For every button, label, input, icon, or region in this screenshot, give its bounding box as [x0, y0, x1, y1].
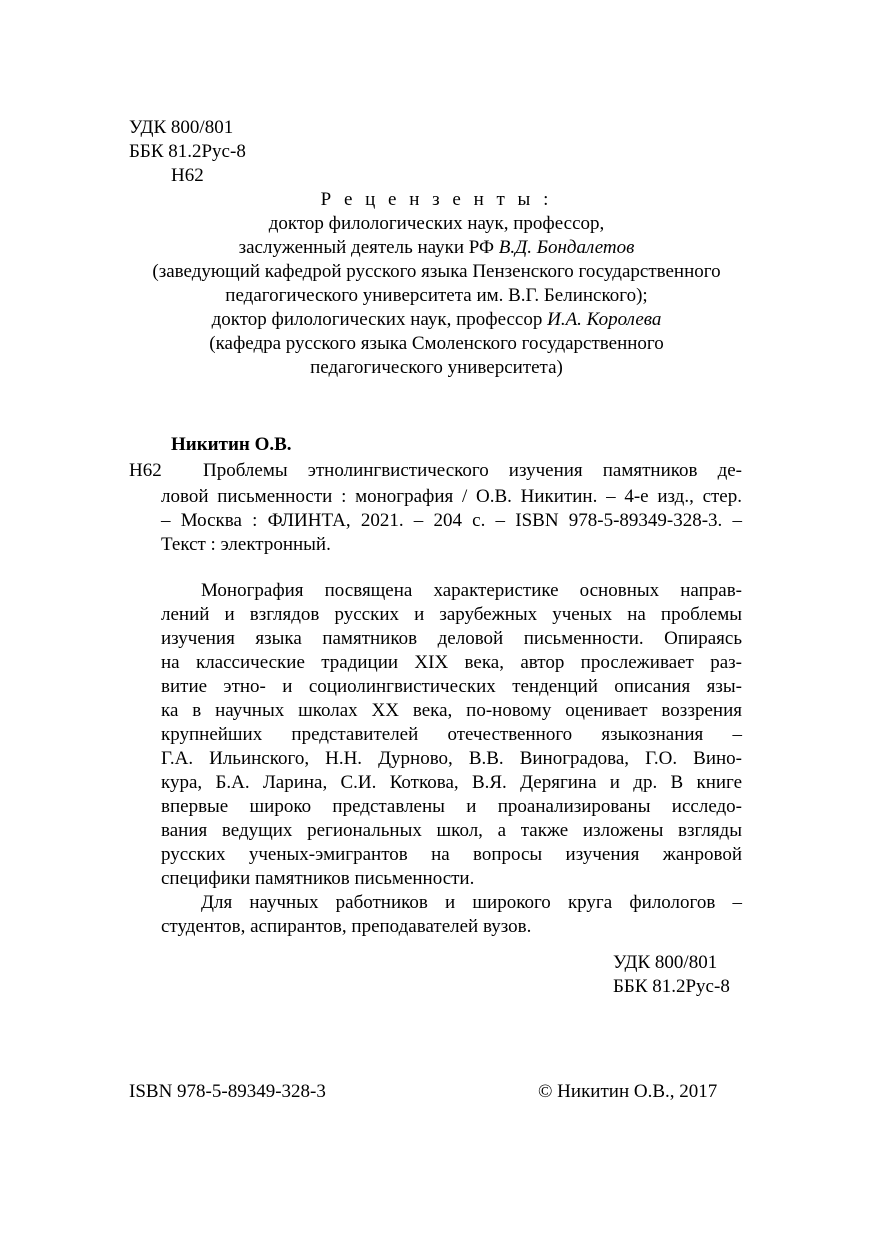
reviewer-line-6: (кафедра русского языка Смоленского государственного — [209, 333, 664, 354]
footer-udk: УДК 800/801 — [613, 952, 718, 973]
footer-bbk: ББК 81.2Рус-8 — [613, 976, 730, 997]
reviewers-heading: Р е ц е н з е н т ы : — [320, 189, 553, 210]
reviewer-title: заслуженный деятель науки РФ — [238, 237, 495, 258]
bib-line-3: – Москва : ФЛИНТА, 2021. – 204 с. – ISBN 978-5-89349-328-3. – — [161, 510, 742, 531]
reviewer-line-4: педагогического университета им. В.Г. Белинского); — [225, 285, 648, 306]
isbn: ISBN 978-5-89349-328-3 — [129, 1081, 326, 1102]
reviewer-line-7: педагогического университета) — [310, 357, 563, 378]
udk-code: УДК 800/801 — [129, 117, 234, 138]
copyright: © Никитин О.В., 2017 — [538, 1081, 718, 1102]
reviewer-line-3: (заведующий кафедрой русского языка Пензенского государственного — [152, 261, 721, 282]
annotation-line-12: русских ученых-эмигрантов на вопросы изучения жанровой — [161, 844, 742, 865]
bib-line-4: Текст : электронный. — [161, 534, 331, 555]
reviewer-name-1: В.Д. Бондалетов — [498, 237, 635, 258]
annotation-line-4: на классические традиции XIX века, автор прослеживает раз- — [161, 652, 742, 673]
annotation-line-15: студентов, аспирантов, преподавателей вузов. — [161, 916, 532, 937]
reviewer-title-2: доктор филологических наук, профессор — [211, 309, 543, 330]
annotation-line-9: кура, Б.А. Ларина, С.И. Коткова, В.Я. Дерягина и др. В книге — [161, 772, 742, 793]
annotation-line-14: Для научных работников и широкого круга филологов – — [201, 892, 742, 913]
bib-line-1: Проблемы этнолингвистического изучения памятников де- — [203, 460, 742, 481]
annotation-line-2: лений и взглядов русских и зарубежных ученых на проблемы — [161, 604, 742, 625]
bib-line-2: ловой письменности : монография / О.В. Никитин. – 4-е изд., стер. — [161, 486, 742, 507]
annotation-line-5: витие этно- и социолингвистических тенденций описания язы- — [161, 676, 742, 697]
bib-author: Никитин О.В. — [171, 434, 292, 455]
bib-mark: Н62 — [129, 460, 162, 481]
annotation-line-8: Г.А. Ильинского, Н.Н. Дурново, В.В. Виноградова, Г.О. Вино- — [161, 748, 742, 769]
annotation-line-11: вания ведущих региональных школ, а также изложены взгляды — [161, 820, 742, 841]
author-mark: Н62 — [171, 165, 204, 186]
reviewer-line-1: доктор филологических наук, профессор, — [268, 213, 605, 234]
reviewer-line-2 — [0, 236, 873, 260]
annotation-line-6: ка в научных школах XX века, по-новому оценивает воззрения — [161, 700, 742, 721]
annotation-line-10: впервые широко представлены и проанализированы исследо- — [161, 796, 742, 817]
annotation-line-1: Монография посвящена характеристике основных направ- — [201, 580, 742, 601]
annotation-line-3: изучения языка памятников деловой письменности. Опираясь — [161, 628, 742, 649]
reviewer-name-2: И.А. Королева — [547, 309, 662, 330]
reviewer-line-5 — [0, 308, 873, 332]
bbk-code: ББК 81.2Рус-8 — [129, 141, 246, 162]
annotation-line-7: крупнейших представителей отечественного языкознания – — [161, 724, 742, 745]
annotation-line-13: специфики памятников письменности. — [161, 868, 475, 889]
